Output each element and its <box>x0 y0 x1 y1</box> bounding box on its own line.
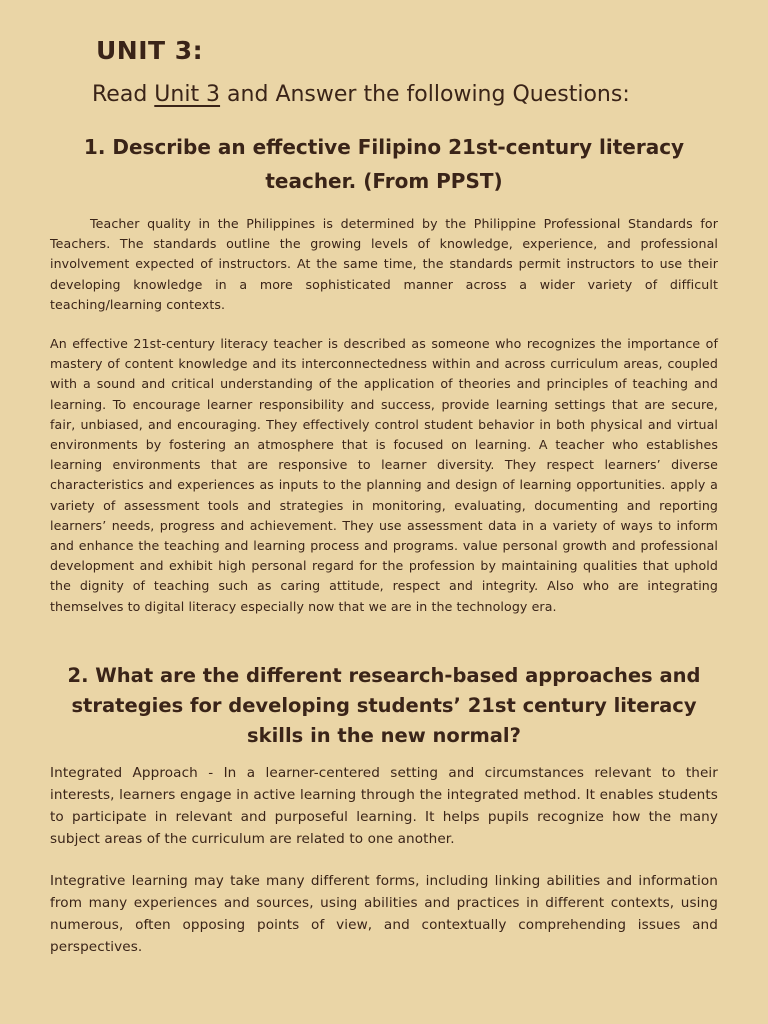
question-2-paragraph-1: Integrated Approach - In a learner-centered setting and circumstances relevant to their interests, learners engage in active learning through the integrated method. It enables students to participate in relevant and purposeful learning. It helps pupils recognize how the many subject areas of the curriculum are related to one another. <box>50 765 718 847</box>
unit-title: UNIT 3: <box>96 36 204 65</box>
question-1-heading: 1. Describe an effective Filipino 21st-century literacy teacher. (From PPST) <box>83 135 685 193</box>
question-2-heading: 2. What are the different research-based approaches and strategies for developing students’ 21st century literacy skills in the new normal? <box>67 664 701 747</box>
question-2-paragraph-2: Integrative learning may take many different forms, including linking abilities and information from many experiences and sources, using abilities and practices in different contexts, using numerous, often opposing points of view, and contextually comprehending issues and perspectives. <box>50 873 718 955</box>
instruction-suffix: and Answer the following Questions: <box>220 82 630 107</box>
instruction-line <box>92 82 630 107</box>
question-1-paragraph-1: Teacher quality in the Philippines is determined by the Philippine Professional Standards for Teachers. The standards outline the growing levels of knowledge, experience, and professional involvement expected of instructors. At the same time, the standards permit instructors to use their developing knowledge in a more sophisticated manner across a wider variety of difficult teaching/learning contexts. <box>50 216 718 312</box>
question-1-paragraph-2: An effective 21st-century literacy teacher is described as someone who recognizes the importance of mastery of content knowledge and its interconnectedness within and across curriculum areas, coupled with a sound and critical understanding of the application of theories and principles of teaching and learning. To encourage learner responsibility and success, provide learning settings that are secure, fair, unbiased, and encouraging. They effectively control student behavior in both physical and virtual environments by fostering an atmosphere that is focused on learning. A teacher who establishes learning environments that are responsive to learner diversity. They respect learners’ diverse characteristics and experiences as inputs to the planning and design of learning opportunities. apply a variety of assessment tools and strategies in monitoring, evaluating, documenting and reporting learners’ needs, progress and achievement. They use assessment data in a variety of ways to inform and enhance the teaching and learning process and programs. value personal growth and professional development and exhibit high personal regard for the profession by maintaining qualities that uphold the dignity of teaching such as caring attitude, respect and integrity. Also who are integrating themselves to digital literacy especially now that we are in the technology era. <box>50 336 718 614</box>
unit-link[interactable]: Unit 3 <box>154 82 221 107</box>
instruction-prefix: Read <box>92 82 155 107</box>
